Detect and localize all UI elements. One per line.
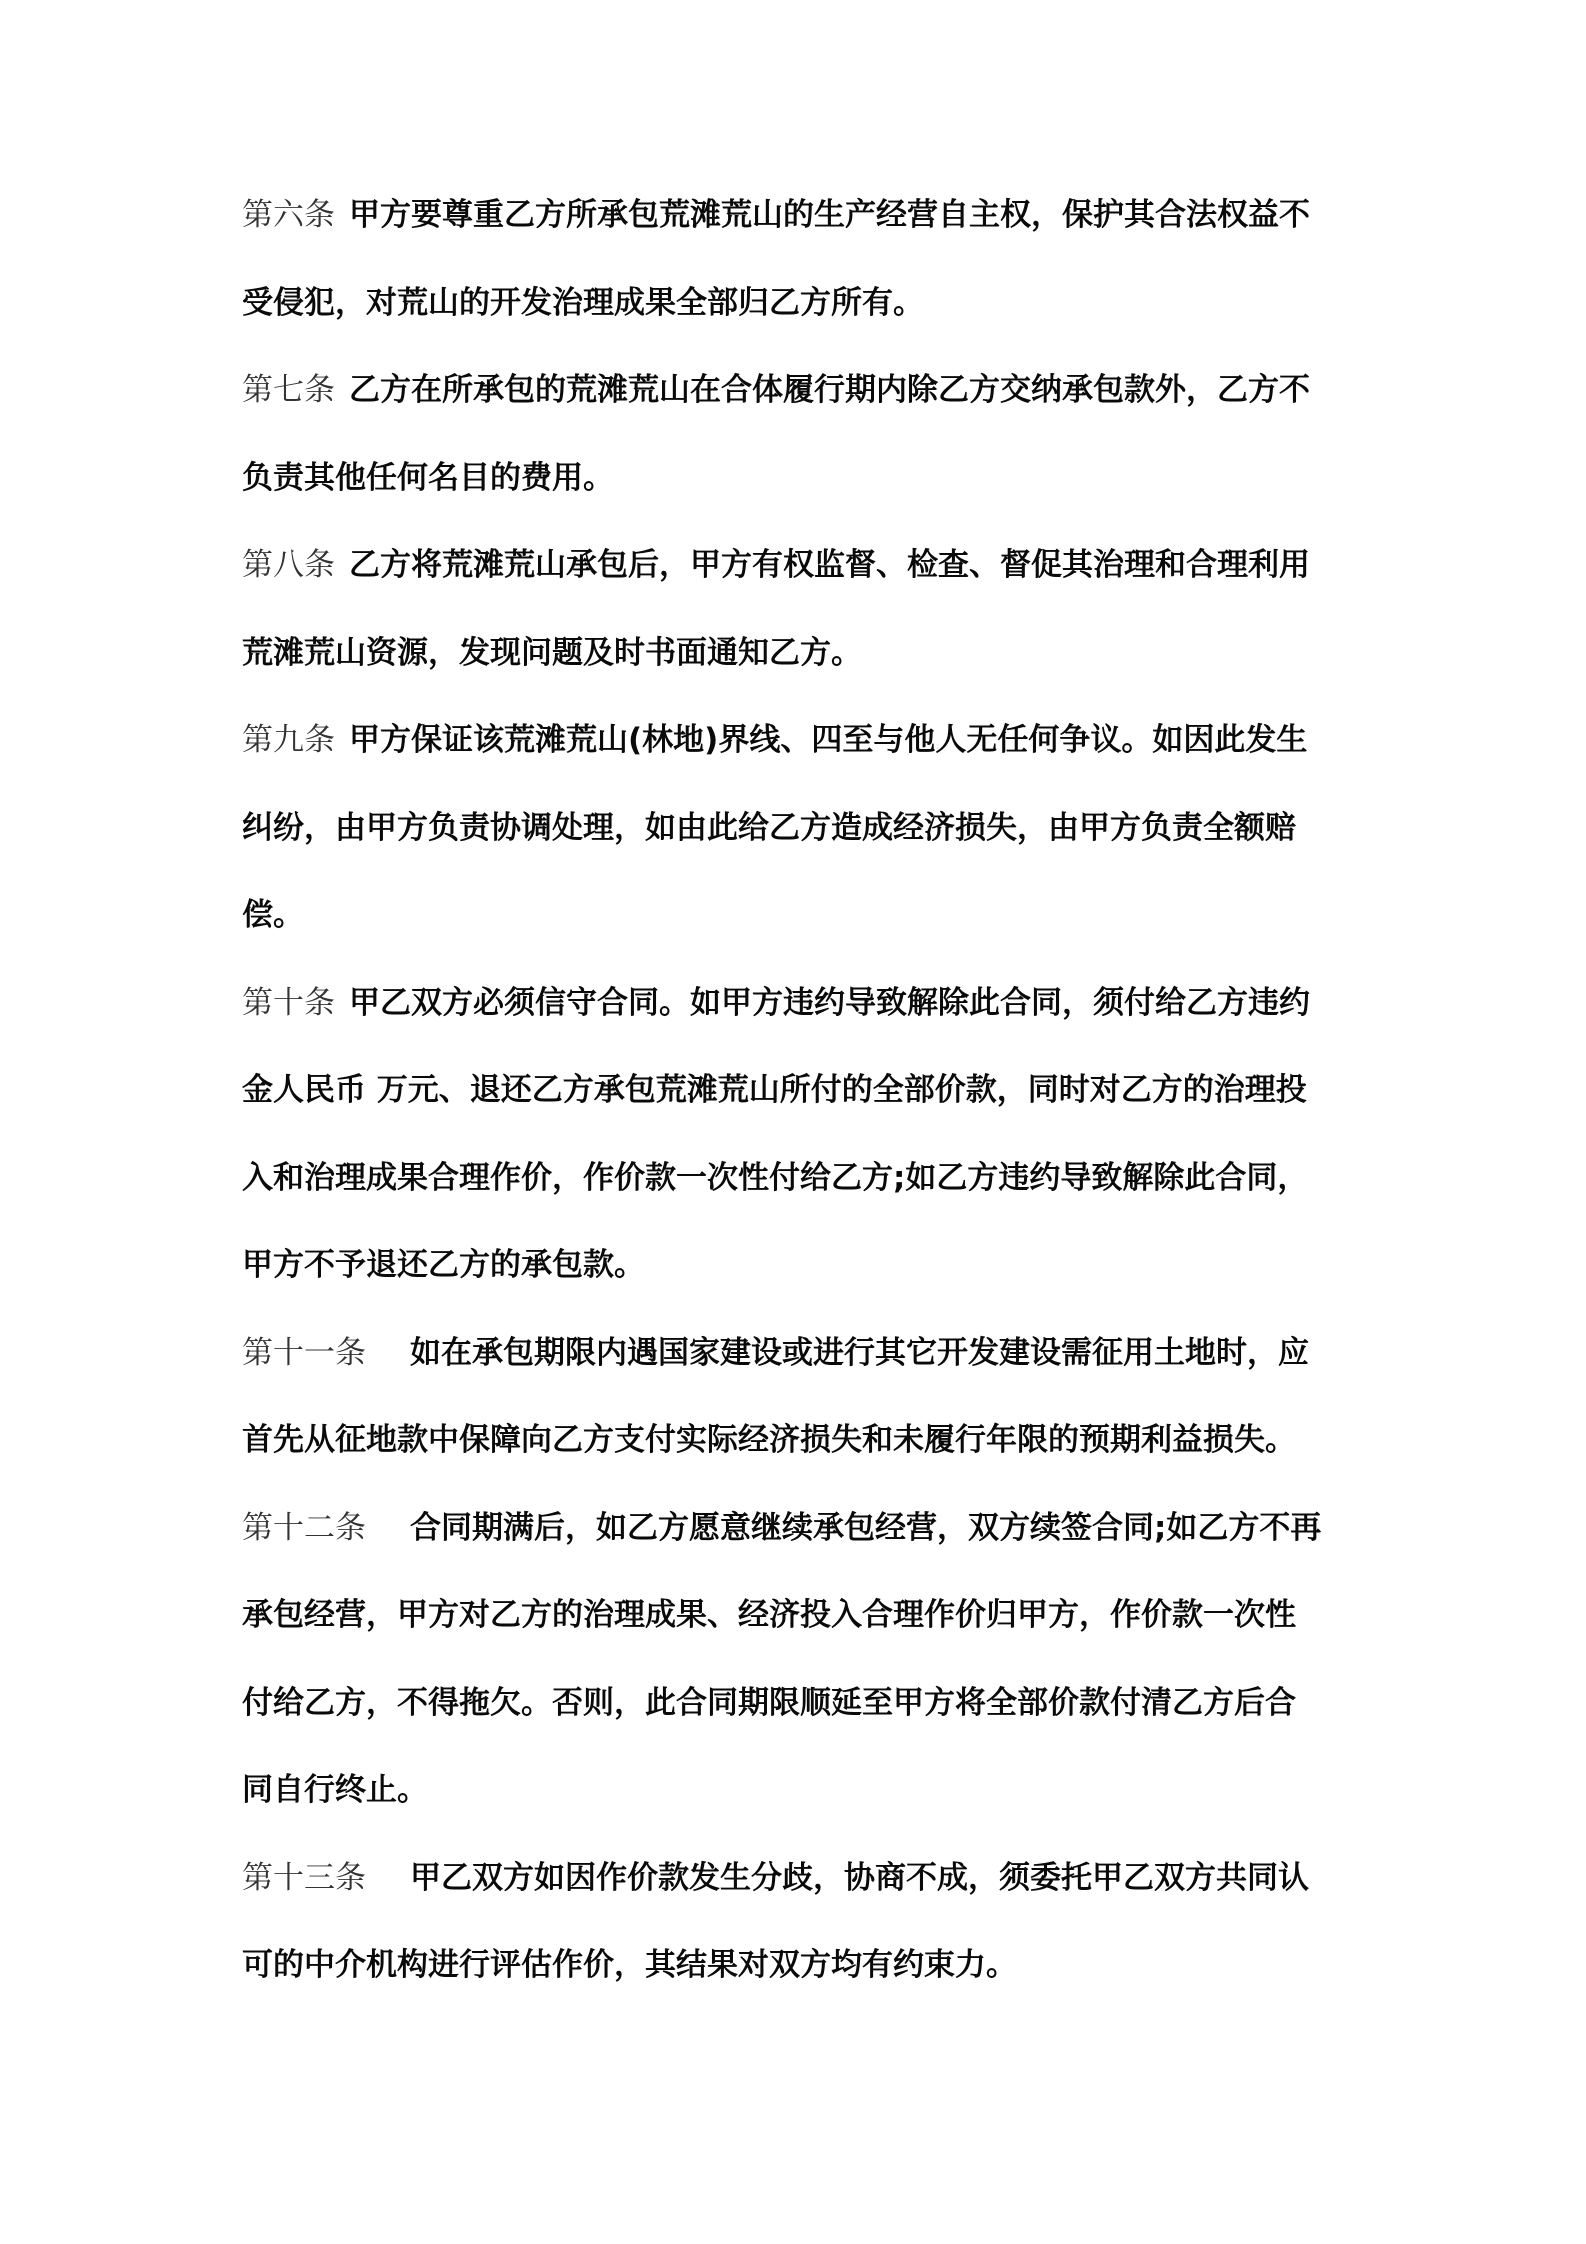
clause-text: 如在承包期限内遇国家建设或进行其它开发建设需征用土地时，应 bbox=[410, 1334, 1309, 1371]
contract-clause bbox=[242, 1834, 1372, 2009]
clause-text: 甲乙双方必须信守合同。如甲方违约导致解除此合同，须付给乙方违约 bbox=[349, 984, 1310, 1021]
clause-line bbox=[242, 1834, 1372, 1922]
clause-number: 第十二条 bbox=[242, 1509, 366, 1546]
contract-clause bbox=[242, 696, 1372, 959]
contract-clause bbox=[242, 1309, 1372, 1484]
contract-clause bbox=[242, 171, 1372, 346]
clause-text: 偿。 bbox=[242, 897, 304, 933]
clause-line bbox=[242, 1221, 1372, 1309]
clause-text: 入和治理成果合理作价，作价款一次性付给乙方;如乙方违约导致解除此合同， bbox=[242, 1159, 1309, 1196]
contract-clause bbox=[242, 959, 1372, 1309]
clause-text: 乙方将荒滩荒山承包后，甲方有权监督、检查、督促其治理和合理利用 bbox=[349, 547, 1310, 583]
clause-text: 纠纷，由甲方负责协调处理，如由此给乙方造成经济损失，由甲方负责全额赔 bbox=[242, 809, 1296, 846]
clause-number: 第十三条 bbox=[242, 1859, 366, 1896]
clause-text: 合同期满后，如乙方愿意继续承包经营，双方续签合同;如乙方不再 bbox=[410, 1509, 1322, 1546]
clause-number: 第九条 bbox=[242, 722, 335, 758]
clause-line bbox=[242, 1571, 1372, 1659]
clause-text: 金人民币 万元、退还乙方承包荒滩荒山所付的全部价款，同时对乙方的治理投 bbox=[242, 1072, 1307, 1108]
clause-line bbox=[242, 521, 1372, 609]
clause-number: 第七条 bbox=[242, 372, 335, 408]
clause-line bbox=[242, 259, 1372, 347]
clause-line bbox=[242, 346, 1372, 434]
clause-line bbox=[242, 171, 1372, 259]
clause-text: 受侵犯，对荒山的开发治理成果全部归乙方所有。 bbox=[242, 284, 924, 321]
clause-line bbox=[242, 784, 1372, 872]
clause-line bbox=[242, 1484, 1372, 1572]
clause-line bbox=[242, 1046, 1372, 1134]
clause-line bbox=[242, 1659, 1372, 1747]
clause-text: 首先从征地款中保障向乙方支付实际经济损失和未履行年限的预期利益损失。 bbox=[242, 1422, 1296, 1458]
contract-clause bbox=[242, 1484, 1372, 1834]
clause-line bbox=[242, 434, 1372, 522]
clause-number: 第八条 bbox=[242, 547, 335, 583]
clause-text: 荒滩荒山资源，发现问题及时书面通知乙方。 bbox=[242, 634, 862, 671]
clause-number: 第六条 bbox=[242, 197, 335, 233]
clause-text: 承包经营，甲方对乙方的治理成果、经济投入合理作价归甲方，作价款一次性 bbox=[242, 1597, 1296, 1633]
clause-line bbox=[242, 959, 1372, 1047]
clause-text: 付给乙方，不得拖欠。否则，此合同期限顺延至甲方将全部价款付清乙方后合 bbox=[242, 1684, 1296, 1721]
document-page bbox=[242, 171, 1372, 2009]
clause-line bbox=[242, 1921, 1372, 2009]
clause-text: 甲乙双方如因作价款发生分歧，协商不成，须委托甲乙双方共同认 bbox=[410, 1859, 1309, 1896]
clause-number: 第十条 bbox=[242, 984, 335, 1021]
clause-line bbox=[242, 1309, 1372, 1397]
contract-clause bbox=[242, 521, 1372, 696]
clause-text: 甲方不予退还乙方的承包款。 bbox=[242, 1247, 645, 1283]
clause-text: 甲方要尊重乙方所承包荒滩荒山的生产经营自主权，保护其合法权益不 bbox=[349, 197, 1310, 233]
clause-line bbox=[242, 1746, 1372, 1834]
clause-text: 甲方保证该荒滩荒山(林地)界线、四至与他人无任何争议。如因此发生 bbox=[349, 722, 1308, 758]
clause-line bbox=[242, 871, 1372, 959]
contract-clause bbox=[242, 346, 1372, 521]
clause-text: 负责其他任何名目的费用。 bbox=[242, 459, 614, 496]
clause-number: 第十一条 bbox=[242, 1334, 366, 1371]
clause-text: 可的中介机构进行评估作价，其结果对双方均有约束力。 bbox=[242, 1947, 1017, 1983]
clause-line bbox=[242, 1396, 1372, 1484]
clause-text: 乙方在所承包的荒滩荒山在合体履行期内除乙方交纳承包款外，乙方不 bbox=[349, 372, 1310, 408]
clause-line bbox=[242, 1134, 1372, 1222]
clause-text: 同自行终止。 bbox=[242, 1772, 428, 1808]
clause-line bbox=[242, 609, 1372, 697]
clause-line bbox=[242, 696, 1372, 784]
